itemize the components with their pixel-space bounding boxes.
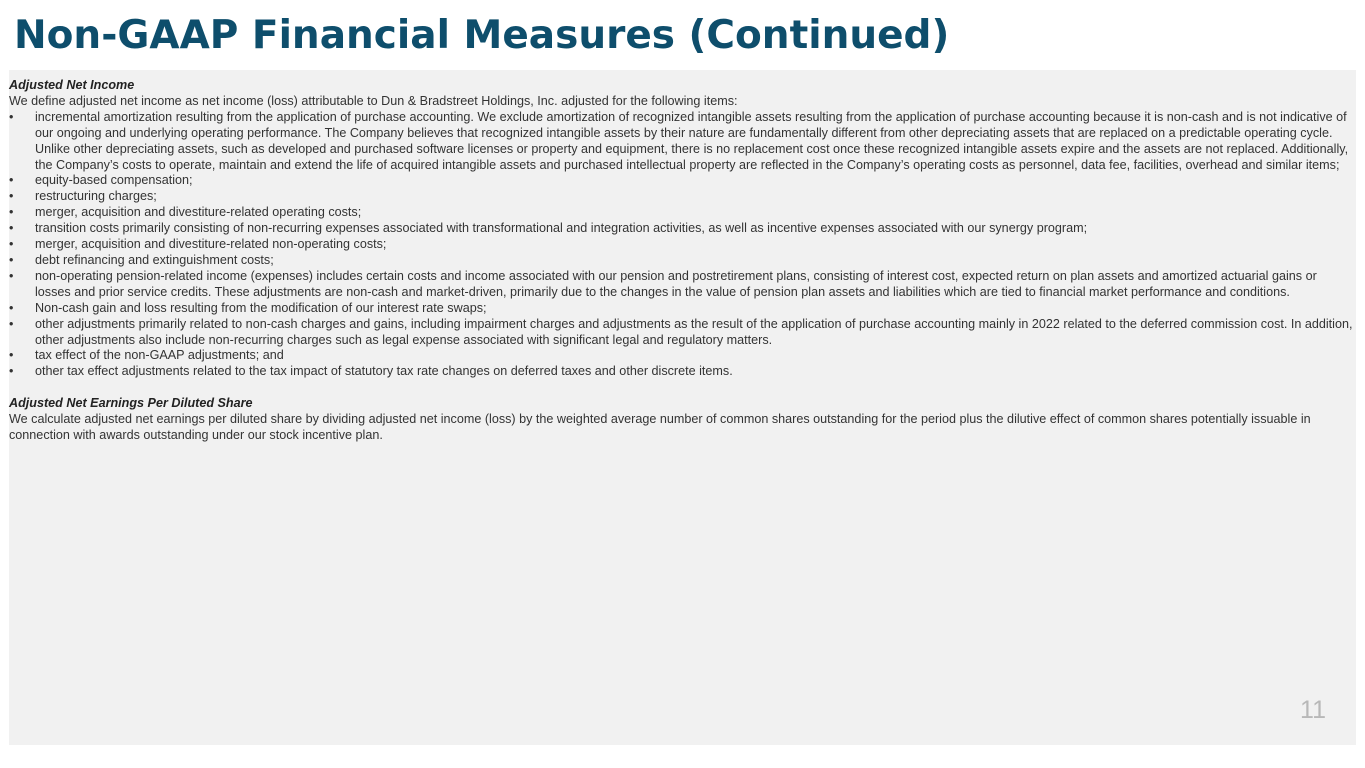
bullet-icon: • xyxy=(9,316,14,331)
bullet-icon: • xyxy=(9,237,14,252)
list-item xyxy=(9,237,1354,253)
content-panel xyxy=(9,70,1356,745)
adjustment-items-list xyxy=(9,110,1354,380)
list-item-text: Non-cash gain and loss resulting from the modification of our interest rate swaps; xyxy=(35,300,487,315)
adjusted-eps-body: We calculate adjusted net earnings per diluted share by dividing adjusted net income (loss) by the weighted average number of common shares outstanding for the period plus the dilutive effect of common shares potentially issuable in connection with awards outstanding under our stock incentive plan. xyxy=(9,412,1311,443)
list-item-text: merger, acquisition and divestiture-related operating costs; xyxy=(35,205,362,220)
bullet-icon: • xyxy=(9,268,14,283)
adjusted-net-income-heading: Adjusted Net Income xyxy=(9,78,135,92)
list-item-text: equity-based compensation; xyxy=(35,173,193,188)
list-item-text: debt refinancing and extinguishment costs; xyxy=(35,252,274,267)
list-item-text: other adjustments primarily related to non-cash charges and gains, including impairment charges and adjustments as the result of the application of purchase accounting mainly in 2022 related to the deferred commission cost. In addition, other adjustments also include non-recurring charges such as legal expense associated with significant legal and regulatory matters. xyxy=(35,316,1353,347)
bullet-icon: • xyxy=(9,252,14,267)
slide-title: Non-GAAP Financial Measures (Continued) xyxy=(14,13,950,58)
list-item xyxy=(9,364,1354,380)
list-item xyxy=(9,173,1354,189)
bullet-icon: • xyxy=(9,364,14,379)
adjusted-net-income-intro: We define adjusted net income as net income (loss) attributable to Dun & Bradstreet Holdings, Inc. adjusted for the following items: xyxy=(9,93,738,108)
list-item xyxy=(9,221,1354,237)
list-item-text: tax effect of the non-GAAP adjustments; and xyxy=(35,348,284,363)
list-item xyxy=(9,348,1354,364)
list-item xyxy=(9,253,1354,269)
bullet-icon: • xyxy=(9,221,14,236)
section-spacer xyxy=(9,380,1354,396)
list-item-text: merger, acquisition and divestiture-related non-operating costs; xyxy=(35,237,387,252)
bullet-icon: • xyxy=(9,109,14,124)
bullet-icon: • xyxy=(9,205,14,220)
list-item xyxy=(9,269,1354,301)
bullet-icon: • xyxy=(9,173,14,188)
list-item-text: other tax effect adjustments related to the tax impact of statutory tax rate changes on deferred taxes and other discrete items. xyxy=(35,364,733,379)
list-item xyxy=(9,301,1354,317)
list-item xyxy=(9,110,1354,174)
list-item-text: restructuring charges; xyxy=(35,189,157,204)
bullet-icon: • xyxy=(9,300,14,315)
bullet-icon: • xyxy=(9,348,14,363)
page-number: 11 xyxy=(1300,696,1326,724)
list-item xyxy=(9,317,1354,349)
content-body xyxy=(9,78,1354,444)
bullet-icon: • xyxy=(9,189,14,204)
list-item-text: non-operating pension-related income (expenses) includes certain costs and income associated with our pension and postretirement plans, consisting of interest cost, expected return on plan assets and amortized actuarial gains or losses and prior service credits. These adjustments are non-cash and market-driven, primarily due to the changes in the value of pension plan assets and liabilities which are tied to financial market performance and conditions. xyxy=(35,268,1317,299)
list-item-text: transition costs primarily consisting of non-recurring expenses associated with transformational and integration activities, as well as incentive expenses associated with our synergy program; xyxy=(35,221,1088,236)
list-item xyxy=(9,189,1354,205)
adjusted-eps-heading: Adjusted Net Earnings Per Diluted Share xyxy=(9,396,253,411)
list-item-text: incremental amortization resulting from the application of purchase accounting. We exclude amortization of recognized intangible assets resulting from the application of purchase accounting because it is non-cash and is not indicative of our ongoing and underlying operating performance. The Company believes that recognized intangible assets by their nature are fundamentally different from other depreciating assets that are replaced on a predictable operating cycle. Unlike other depreciating assets, such as developed and purchased software licenses or property and equipment, there is no replacement cost once these recognized intangible assets expire and the assets are not replaced. Additionally, the Company’s costs to operate, maintain and extend the life of acquired intangible assets and purchased intellectual property are reflected in the Company’s operating costs as personnel, data fee, facilities, overhead and similar items; xyxy=(35,109,1349,172)
list-item xyxy=(9,205,1354,221)
